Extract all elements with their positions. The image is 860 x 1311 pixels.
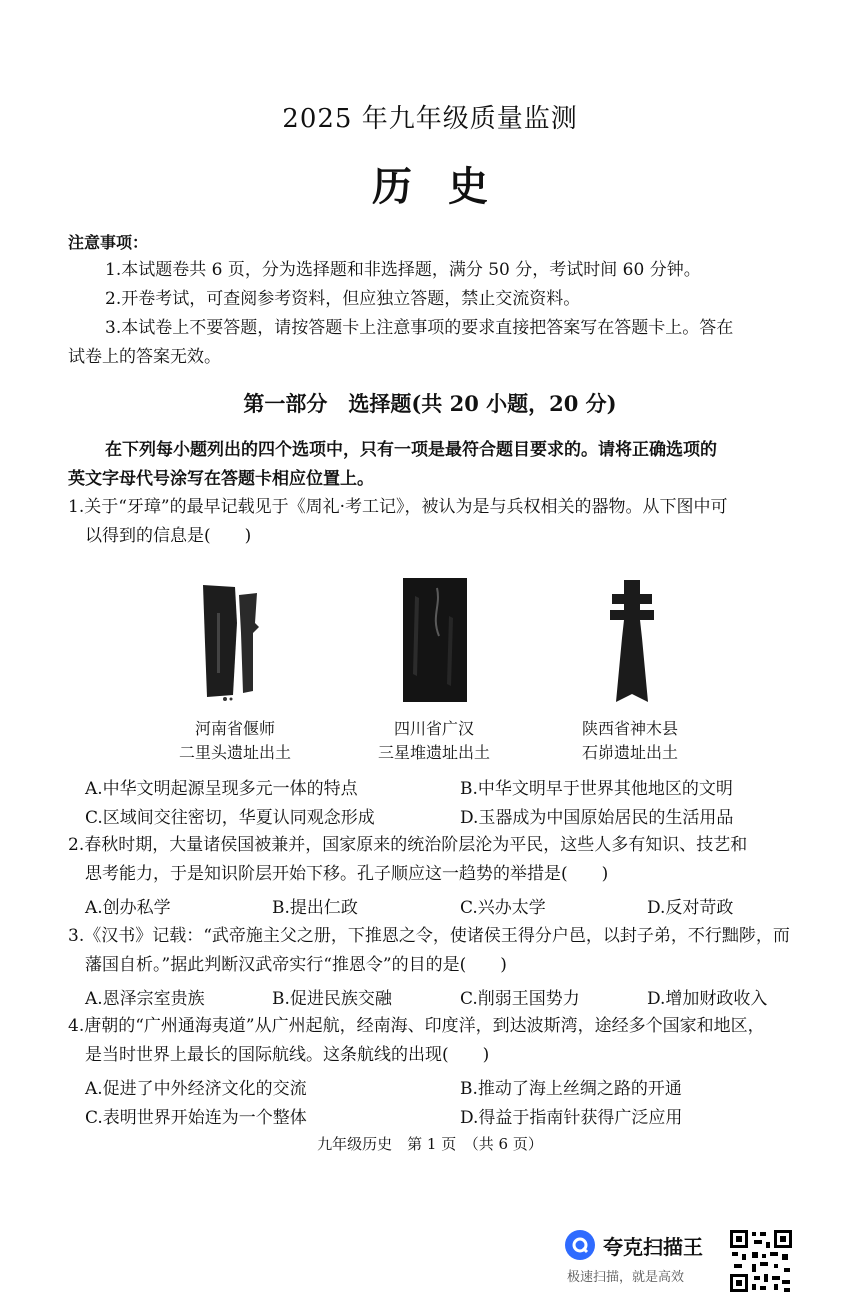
qr-code-icon	[728, 1228, 794, 1294]
question-4-stem-2: 是当时世界上最长的国际航线。这条航线的出现( )	[85, 1045, 490, 1065]
question-2-option-d[interactable]: D.反对苛政	[647, 898, 734, 918]
section-instructions-1: 在下列每小题列出的四个选项中，只有一项是最符合题目要求的。请将正确选项的	[105, 440, 717, 460]
figure-1-caption	[140, 717, 330, 765]
question-1-option-a[interactable]: A.中华文明起源呈现多元一体的特点	[85, 779, 358, 799]
brand-slogan: 极速扫描，就是高效	[567, 1270, 685, 1285]
brand-logo-icon	[565, 1230, 595, 1260]
page-footer: 九年级历史 第 1 页 （共 6 页）	[317, 1135, 543, 1153]
scanner-watermark	[565, 1230, 725, 1285]
exam-title: 2025 年九年级质量监测	[282, 104, 578, 134]
question-4-option-d[interactable]: D.得益于指南针获得广泛应用	[460, 1108, 683, 1128]
question-2-option-b[interactable]: B.提出仁政	[272, 898, 358, 918]
question-1-option-c[interactable]: C.区域间交往密切，华夏认同观念形成	[85, 808, 375, 828]
figure-3-caption-line1: 陕西省神木县	[581, 719, 678, 738]
section-instructions-2: 英文字母代号涂写在答题卡相应位置上。	[68, 469, 374, 489]
question-4-stem-1: 4.唐朝的“广州通海夷道”从广州起航，经南海、印度洋，到达波斯湾，途经多个国家和地区，	[68, 1016, 765, 1036]
yazhang-artifact-1-icon	[195, 583, 267, 703]
yazhang-artifact-3-icon	[608, 578, 656, 704]
figure-3-caption-line2: 石峁遗址出土	[581, 743, 678, 762]
figure-3-caption	[535, 717, 725, 765]
question-4-option-b[interactable]: B.推动了海上丝绸之路的开通	[460, 1079, 682, 1099]
subject-title: 历史	[372, 163, 524, 210]
question-4-option-a[interactable]: A.促进了中外经济文化的交流	[85, 1079, 307, 1099]
question-3-option-b[interactable]: B.促进民族交融	[272, 989, 392, 1009]
question-2-stem-1: 2.春秋时期，大量诸侯国被兼并，国家原来的统治阶层沦为平民，这些人多有知识、技艺和	[68, 835, 748, 855]
question-1-stem-1: 1.关于“牙璋”的最早记载见于《周礼·考工记》，被认为是与兵权相关的器物。从下图中可	[68, 497, 728, 517]
notice-item-3: 3.本试卷上不要答题，请按答题卡上注意事项的要求直接把答案写在答题卡上。答在	[105, 318, 734, 338]
figure-2-caption-line2: 三星堆遗址出土	[377, 743, 490, 762]
section-title: 第一部分 选择题(共 20 小题，20 分)	[243, 391, 617, 416]
question-2-stem-2: 思考能力，于是知识阶层开始下移。孔子顺应这一趋势的举措是( )	[85, 864, 609, 884]
notice-item-1: 1.本试题卷共 6 页，分为选择题和非选择题，满分 50 分，考试时间 60 分钟。	[105, 260, 701, 280]
question-3-stem-2: 藩国自析。”据此判断汉武帝实行“推恩令”的目的是( )	[85, 955, 507, 975]
question-3-option-a[interactable]: A.恩泽宗室贵族	[85, 989, 205, 1009]
figure-1-caption-line2: 二里头遗址出土	[178, 743, 291, 762]
question-1-option-b[interactable]: B.中华文明早于世界其他地区的文明	[460, 779, 733, 799]
figure-2-caption-line1: 四川省广汉	[393, 719, 474, 738]
figure-2-caption	[339, 717, 529, 765]
notice-heading: 注意事项：	[68, 233, 149, 252]
brand-name: 夸克扫描王	[603, 1234, 703, 1259]
question-3-stem-1: 3.《汉书》记载：“武帝施主父之册，下推恩之令，使诸侯王得分户邑，以封子弟，不行黜陟，而	[68, 926, 790, 946]
yazhang-artifact-2-icon	[401, 576, 469, 704]
notice-item-2: 2.开卷考试，可查阅参考资料，但应独立答题，禁止交流资料。	[105, 289, 581, 309]
question-3-option-c[interactable]: C.削弱王国势力	[460, 989, 580, 1009]
notice-item-3-cont: 试卷上的答案无效。	[68, 347, 221, 367]
question-4-option-c[interactable]: C.表明世界开始连为一个整体	[85, 1108, 307, 1128]
question-2-option-c[interactable]: C.兴办太学	[460, 898, 546, 918]
figure-1-caption-line1: 河南省偃师	[194, 719, 275, 738]
question-1-stem-2: 以得到的信息是( )	[85, 526, 252, 546]
question-2-option-a[interactable]: A.创办私学	[85, 898, 171, 918]
question-1-option-d[interactable]: D.玉器成为中国原始居民的生活用品	[460, 808, 734, 828]
question-3-option-d[interactable]: D.增加财政收入	[647, 989, 768, 1009]
